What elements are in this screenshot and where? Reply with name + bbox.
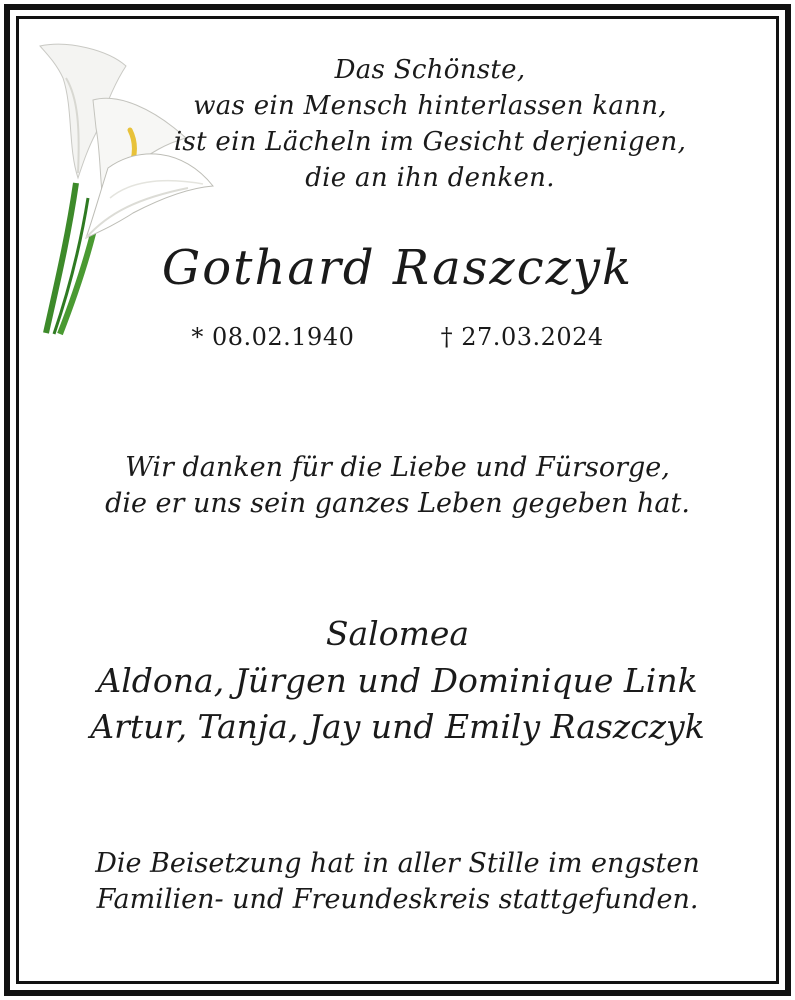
thanks-line-2: die er uns sein ganzes Leben gegeben hat. xyxy=(105,488,690,519)
burial-note-line-2: Familien- und Freundeskreis stattgefunden. xyxy=(96,884,699,915)
quote-line-2: was ein Mensch hinterlassen kann, xyxy=(193,91,667,121)
quote-line-4: die an ihn denken. xyxy=(305,163,555,193)
family-line-1: Salomea xyxy=(325,614,470,653)
deceased-name: Gothard Raszczyk xyxy=(161,240,634,296)
quote-line-3: ist ein Lächeln im Gesicht derjenigen, xyxy=(173,127,687,157)
family-line-2: Aldona, Jürgen und Dominique Link xyxy=(97,661,698,700)
family-line-3: Artur, Tanja, Jay und Emily Raszczyk xyxy=(90,707,705,746)
thanks-line-1: Wir danken für die Liebe und Fürsorge, xyxy=(125,452,670,483)
life-dates xyxy=(0,323,795,351)
quote-line-1: Das Schönste, xyxy=(334,55,526,85)
birth-date: * 08.02.1940 xyxy=(191,323,355,351)
death-date: † 27.03.2024 xyxy=(440,323,604,351)
burial-note-line-1: Die Beisetzung hat in aller Stille im engsten xyxy=(95,848,700,879)
